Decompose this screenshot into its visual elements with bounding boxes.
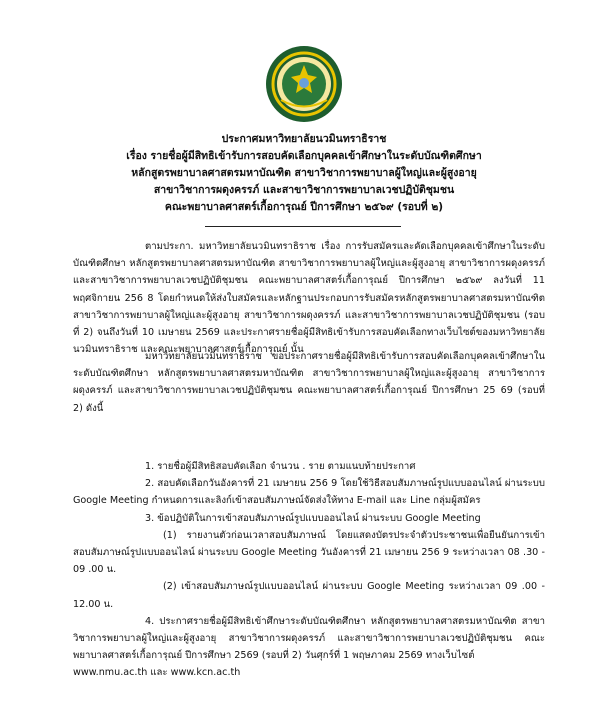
title-line-2: เรื่อง รายชื่อผู้มีสิทธิเข้ารับการสอบคัดเลือกบุคคลเข้าศึกษาในระดับบัณฑิตศึกษา bbox=[126, 150, 482, 162]
paragraph-intro bbox=[73, 238, 545, 358]
list-item-3-sub-2: (2) เข้าสอบสัมภาษณ์รูปแบบออนไลน์ ผ่านระบบ Google Meeting ระหว่างเวลา 09 .00 - 12.00 น. bbox=[73, 581, 545, 610]
title-line-3: หลักสูตรพยาบาลศาสตรมหาบัณฑิต สาขาวิชาการพยาบาลผู้ใหญ่และผู้สูงอายุ bbox=[131, 167, 477, 179]
title-divider bbox=[205, 226, 401, 227]
website-links[interactable] bbox=[73, 664, 545, 681]
list-item-3: 3. ข้อปฏิบัติในการเข้าสอบสัมภาษณ์รูปแบบออนไลน์ ผ่านระบบ Google Meeting bbox=[145, 512, 481, 524]
list-item-4: 4. ประกาศรายชื่อผู้มีสิทธิเข้าศึกษาระดับบัณฑิตศึกษา หลักสูตรพยาบาลศาสตรมหาบัณฑิต สาขาวิชาการพยาบาลผู้ใหญ่และผู้สูงอายุ สาขาวิชาการผดุงครรภ์ และสาขาวิชาการพยาบาลเวชปฏิบัติชุมชน คณะพยาบาลศาสตร์เกื้อการุณย์ ปีการศึกษา 2569 (รอบที่ 2) วันศุกร์ที่ 1 พฤษภาคม 2569 ทางเว็บไซต์ bbox=[73, 615, 545, 662]
title-line-4: สาขาวิชาการผดุงครรภ์ และสาขาวิชาการพยาบาลเวชปฏิบัติชุมชน bbox=[153, 184, 455, 196]
university-seal-icon bbox=[265, 45, 343, 123]
item-list bbox=[73, 458, 545, 682]
website-link[interactable]: www.nmu.ac.th และ www.kcn.ac.th bbox=[73, 667, 241, 679]
list-item-1: 1. รายชื่อผู้มีสิทธิสอบคัดเลือก จำนวน . ราย ตามแนบท้ายประกาศ bbox=[145, 461, 416, 472]
paragraph-2-text: มหาวิทยาลัยนวมินทราธิราช ขอประกาศรายชื่อผู้มีสิทธิเข้ารับการสอบคัดเลือกบุคคลเข้าศึกษาในระดับบัณฑิตศึกษา หลักสูตรพยาบาลศาสตรมหาบัณฑิต สาขาวิชาการพยาบาลผู้ใหญ่และผู้สูงอายุ สาขาวิชาการผดุงครรภ์ และสาขาวิชาการพยาบาลเวชปฏิบัติชุมชน คณะพยาบาลศาสตร์เกื้อการุณย์ ปีการศึกษา 25 69 (รอบที่ 2) ดังนี้ bbox=[73, 351, 545, 414]
title-line-1: ประกาศมหาวิทยาลัยนวมินทราธิราช bbox=[221, 133, 387, 145]
list-item-2: 2. สอบคัดเลือกวันอังคารที่ 21 เมษายน 256 9 โดยใช้วิธีสอบสัมภาษณ์รูปแบบออนไลน์ ผ่านระบบ Google Meeting กำหนดการและลิงก์เข้าสอบสัมภาษณ์จัดส่งให้ทาง E-mail และ Line กลุ่มผู้สมัคร bbox=[73, 478, 545, 507]
paragraph-1-text: ตามประกา. มหาวิทยาลัยนวมินทราธิราช เรื่อง การรับสมัครและคัดเลือกบุคคลเข้าศึกษาในระดับบัณฑิตศึกษา หลักสูตรพยาบาลศาสตรมหาบัณฑิต สาขาวิชาการพยาบาลผู้ใหญ่และผู้สูงอายุ สาขาวิชาการผดุงครรภ์ และสาขาวิชาการพยาบาลเวชปฏิบัติชุมชน คณะพยาบาลศาสตร์เกื้อการุณย์ ปีการศึกษา ๒๕๖๙ ลงวันที่ 11 พฤศจิกายน 256 8 โดยกำหนดให้ส่งใบสมัครและหลักฐานประกอบการรับสมัครหลักสูตรพยาบาลศาสตรมหาบัณฑิต สาขาวิชาการพยาบาลผู้ใหญ่และผู้สูงอายุ สาขาวิชาการผดุงครรภ์ และสาขาวิชาการพยาบาลเวชปฏิบัติชุมชน (รอบที่ 2) จนถึงวันที่ 10 เมษายน 2569 และประกาศรายชื่อผู้มีสิทธิเข้ารับการสอบคัดเลือกทางเว็บไซต์ของมหาวิทยาลัยนวมินทราธิราช และคณะพยาบาลศาสตร์เกื้อการุณย์ นั้น bbox=[73, 241, 545, 356]
title-line-5: คณะพยาบาลศาสตร์เกื้อการุณย์ ปีการศึกษา ๒๕๖๙ (รอบที่ ๒) bbox=[164, 201, 444, 213]
paragraph-announcement bbox=[73, 348, 545, 417]
list-item-3-sub-1: (1) รายงานตัวก่อนเวลาสอบสัมภาษณ์ โดยแสดงบัตรประจำตัวประชาชนเพื่อยืนยันการเข้าสอบสัมภาษณ์รูปแบบออนไลน์ ผ่านระบบ Google Meeting วันอังคารที่ 21 เมษายน 256 9 ระหว่างเวลา 08 .30 - 09 .00 น. bbox=[73, 529, 545, 576]
